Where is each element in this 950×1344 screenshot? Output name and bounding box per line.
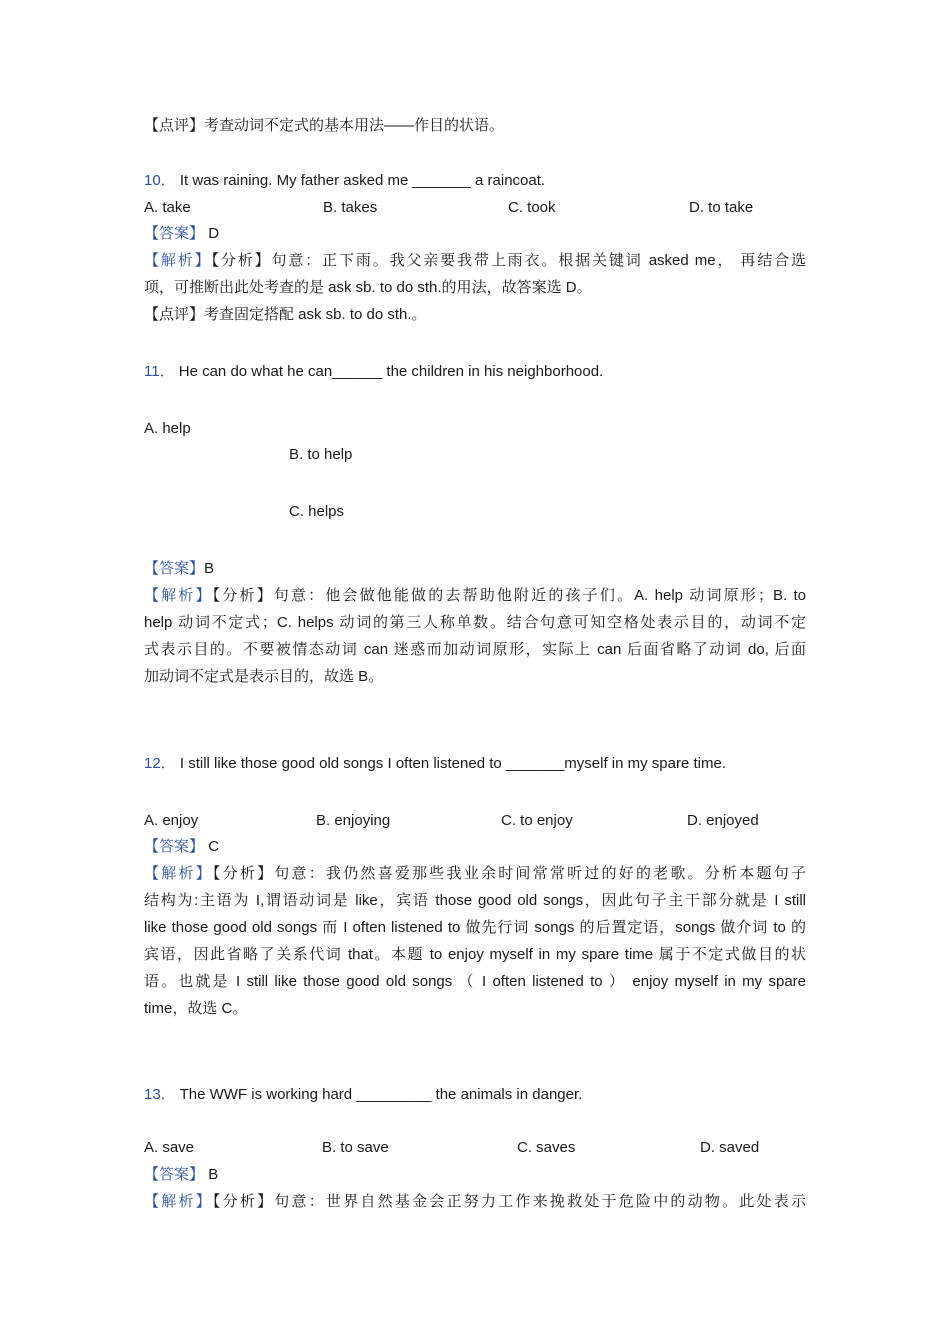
question-13: [144, 1085, 582, 1105]
answer-tag: 【答案】: [144, 560, 205, 577]
question-number: 13．: [144, 1086, 176, 1103]
answer-line: [144, 1165, 218, 1185]
option-c: C. to enjoy: [501, 812, 573, 829]
analysis-line: like those good old songs 而 I often listened to 做先行词 songs 的后置定语，songs 做介词 to 的: [144, 919, 806, 936]
analysis-line: time，故选 C。: [144, 1000, 248, 1017]
question-number: 11．: [144, 363, 175, 380]
option-d: D. to take: [689, 199, 754, 216]
option-a: A. save: [144, 1139, 195, 1156]
option-b: B. to help: [289, 446, 353, 463]
question-stem: I still like those good old songs I often listened to _______myself in my spare time.: [179, 755, 726, 772]
analysis-line: 【解析】【分析】句意：他会做他能做的去帮助他附近的孩子们。A. help 动词原形；B. to: [144, 587, 806, 604]
option-a: A. help: [144, 420, 191, 437]
analysis-line: 加动词不定式是表示目的，故选 B。: [144, 668, 384, 685]
answer-value: C: [208, 838, 220, 855]
option-d: D. saved: [700, 1139, 760, 1156]
answer-line: [144, 224, 219, 244]
analysis-tag: 【解析】: [144, 252, 212, 269]
option-b: B. takes: [323, 199, 378, 216]
analysis-tag: 【解析】: [144, 1193, 213, 1210]
question-11: [144, 362, 603, 382]
question-number: 10．: [144, 172, 176, 189]
analysis-tag: 【解析】: [144, 587, 213, 604]
analysis-line: 式表示目的。不要被情态动词 can 迷惑而加动词原形，实际上 can 后面省略了动词 do, 后面: [144, 641, 806, 658]
answer-tag: 【答案】: [144, 225, 205, 242]
option-c: C. took: [508, 199, 556, 216]
option-b: B. to save: [322, 1139, 389, 1156]
question-stem: It was raining. My father asked me _______ a raincoat.: [179, 172, 546, 189]
answer-value: D: [208, 225, 220, 242]
question-12: [144, 754, 726, 774]
option-d: D. enjoyed: [687, 812, 759, 829]
question-stem: The WWF is working hard _________ the animals in danger.: [179, 1086, 583, 1103]
answer-line: [144, 559, 214, 579]
question-stem: He can do what he can______ the children in his neighborhood.: [178, 363, 604, 380]
analysis-tag: 【解析】: [144, 865, 213, 882]
analysis-line: 结构为:主语为 I,谓语动词是 like，宾语 those good old songs，因此句子主干部分就是 I still: [144, 892, 806, 909]
analysis-line: 【解析】【分析】句意：正下雨。我父亲要我带上雨衣。根据关键词 asked me， 再结合选: [144, 252, 806, 269]
analysis-line: help 动词不定式；C. helps 动词的第三人称单数。结合句意可知空格处表示目的，动词不定: [144, 614, 806, 631]
option-c: C. helps: [289, 503, 345, 520]
analysis-line: 【解析】【分析】句意：我仍然喜爱那些我业余时间常常听过的好的老歌。分析本题句子: [144, 865, 806, 882]
answer-line: [144, 837, 219, 857]
answer-value: B: [208, 1166, 219, 1183]
option-a: A. enjoy: [144, 812, 199, 829]
answer-tag: 【答案】: [144, 1166, 205, 1183]
comment-line: 【点评】考查固定搭配 ask sb. to do sth.。: [144, 306, 427, 323]
analysis-line: 宾语，因此省略了关系代词 that。本题 to enjoy myself in my spare time 属于不定式做目的状: [144, 946, 806, 963]
question-number: 12．: [144, 755, 176, 772]
analysis-line: 【解析】【分析】句意：世界自然基金会正努力工作来挽救处于危险中的动物。此处表示: [144, 1193, 806, 1210]
option-b: B. enjoying: [316, 812, 391, 829]
question-10: [144, 171, 545, 191]
option-a: A. take: [144, 199, 191, 216]
option-c: C. saves: [517, 1139, 576, 1156]
answer-tag: 【答案】: [144, 838, 205, 855]
comment-line: 【点评】考查动词不定式的基本用法——作目的状语。: [144, 117, 505, 134]
analysis-line: 项，可推断出此处考查的是 ask sb. to do sth.的用法，故答案选 D。: [144, 279, 592, 296]
analysis-line: 语。也就是 I still like those good old songs （ I often listened to ） enjoy myself in my spare: [144, 973, 806, 990]
answer-value: B: [204, 560, 215, 577]
